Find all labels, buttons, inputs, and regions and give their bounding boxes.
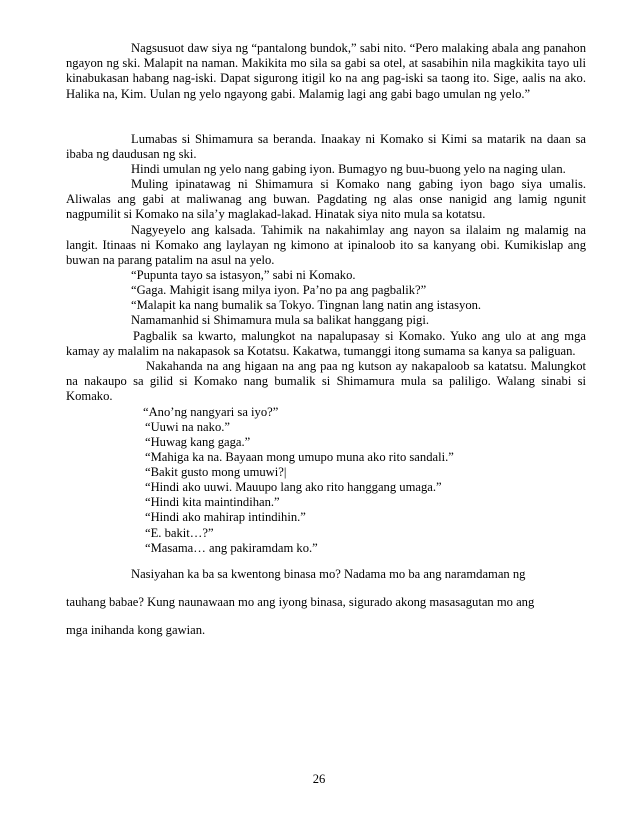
paragraph-beranda: Lumabas si Shimamura sa beranda. Inaakay ni Komako si Kimi sa matarik na daan sa ibaba ng daudusan ng ski. [66, 132, 586, 162]
dialogue-gaga: “Gaga. Mahigit isang milya iyon. Pa’no pa ang pagbalik?” [131, 283, 427, 297]
dialogue-line: “Mahiga ka na. Bayaan mong umupo muna ako rito sandali.” [145, 450, 454, 464]
dialogue-line: “E. bakit…?” [145, 526, 214, 540]
dialogue-line: “Uuwi na nako.” [145, 420, 230, 434]
reflection-question: Nasiyahan ka ba sa kwentong binasa mo? Nadama mo ba ang naramdaman ng tauhang babae? Kung naunawaan mo ang iyong binasa, sigurado akong masasagutan mo ang mga inihanda kong gawian. [66, 567, 535, 637]
dialogue-line: “Hindi ako uuwi. Mauupo lang ako rito hanggang umaga.” [145, 480, 442, 494]
dialogue-line: “Hindi ako mahirap intindihin.” [145, 510, 306, 524]
paragraph-nakahanda: Nakahanda na ang higaan na ang paa ng kutson ay nakapaloob sa katatsu. Malungkot na nakaupo sa gilid si Komako nang bumalik si Shimamura mula sa paliligo. Walang sinabi si Komako. [66, 359, 586, 404]
paragraph-namamanhid: Namamanhid si Shimamura mula sa balikat hanggang pigi. [131, 313, 429, 327]
dialogue-pupunta: “Pupunta tayo sa istasyon,” sabi ni Komako. [131, 268, 356, 282]
paragraph-muling-ipinatawag: Muling ipinatawag ni Shimamura si Komako nang gabing iyon bago siya umalis. Aliwalas ang gabi at maliwanag ang buwan. Pagdating ng alas onse nanigid ang lamig ngunit nagpumilit si Komako na sila’y maglakad-lakad. Hinatak siya nito mula sa kotatsu. [66, 177, 586, 222]
paragraph-nagyeyelo: Nagyeyelo ang kalsada. Tahimik na nakahimlay ang nayon sa ilalaim ng malamig na langit. Itinaas ni Komako ang laylayan ng kimono at ipinaloob ito sa kanyang obi. Kumikislap ang buwan na parang patalim na asul na yelo. [66, 223, 586, 268]
dialogue-line: “Huwag kang gaga.” [145, 435, 251, 449]
paragraph-pantalong-bundok: Nagsusuot daw siya ng “pantalong bundok,” sabi nito. “Pero malaking abala ang panahon ngayon ng ski. Malapit na naman. Makikita mo sila sa gabi sa otel, at sasabihin nila magkikita tayo uli kinabukasan habang nag-iski. Dapat sigurong itigil ko na ang pag-iski sa taong ito. Sige, aalis na ako. Halika na, Kim. Uulan ng yelo ngayong gabi. Malamig lagi ang gabi bago umulan ng yelo.” [66, 41, 586, 101]
dialogue-line: “Hindi kita maintindihan.” [145, 495, 280, 509]
dialogue-line: “Bakit gusto mong umuwi?| [145, 465, 287, 479]
paragraph-pagbalik: Pagbalik sa kwarto, malungkot na napalupasay si Komako. Yuko ang ulo at ang mga kamay ay malalim na nakapasok sa Kotatsu. Kakatwa, tumanggi itong sumama sa kanya sa paliguan. [66, 329, 586, 359]
dialogue-line: “Ano’ng nangyari sa iyo?” [143, 405, 279, 419]
page-number: 26 [312, 772, 326, 786]
dialogue-malapit: “Malapit ka nang bumalik sa Tokyo. Tingnan lang natin ang istasyon. [131, 298, 482, 312]
dialogue-line: “Masama… ang pakiramdam ko.” [145, 541, 318, 555]
paragraph-hindi-umulan: Hindi umulan ng yelo nang gabing iyon. Bumagyo ng buu-buong yelo na naging ulan. [131, 162, 566, 176]
